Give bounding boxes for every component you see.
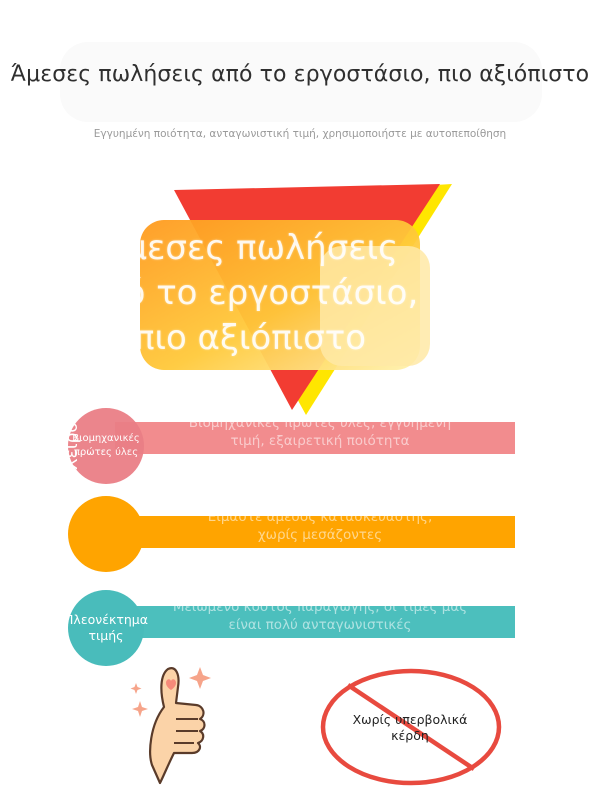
feature-text (140, 414, 500, 450)
hero-title (40, 226, 460, 361)
hero-graphic (0, 170, 600, 430)
subtitle: Εγγυημένη ποιότητα, ανταγωνιστική τιμή, χρησιμοποιήστε με αυτοπεποίθηση (93, 128, 507, 140)
feature-row (0, 400, 600, 480)
feature-text (140, 598, 500, 634)
thumbs-up-icon (130, 655, 220, 789)
feature-circle (68, 496, 144, 572)
feature-text (140, 508, 500, 544)
feature-text-line2: είναι πολύ ανταγωνιστικές (228, 617, 412, 633)
page-title: Άμεσες πωλήσεις από το εργοστάσιο, πιο αξιόπιστο (10, 62, 590, 87)
feature-text-line2: τιμή, εξαιρετική ποιότητα (230, 433, 410, 449)
feature-text-line1: Είμαστε άμεσος κατασκευαστής, (207, 509, 433, 525)
sparkle-icon (132, 701, 148, 717)
vertical-label: Χειροποίητο (62, 364, 82, 470)
feature-text-line1: Μειωμένο κόστος παραγωγής, οι τιμές μας (172, 599, 468, 615)
feature-row (0, 584, 600, 664)
feature-text-line2: χωρίς μεσάζοντες (257, 527, 383, 543)
hero-title-line3: πιο αξιόπιστο (133, 318, 367, 358)
hero-title-line2: από το εργοστάσιο, (81, 273, 419, 313)
sparkle-icon (131, 683, 142, 694)
thumb-hand (150, 668, 204, 783)
feature-row (0, 494, 600, 574)
hero-title-line1: Άμεσες πωλήσεις (101, 228, 399, 268)
feature-text-line1: Βιομηχανικές πρώτες ύλες, εγγυημένη (188, 415, 452, 431)
no-sign-label: Χωρίς υπερβολικά κέρδη (352, 712, 468, 743)
feature-circle: Βιομηχανικές πρώτες ύλες (68, 408, 144, 484)
feature-circle: Πλεονέκτημα τιμής (68, 590, 144, 666)
sparkle-icon (189, 667, 211, 689)
